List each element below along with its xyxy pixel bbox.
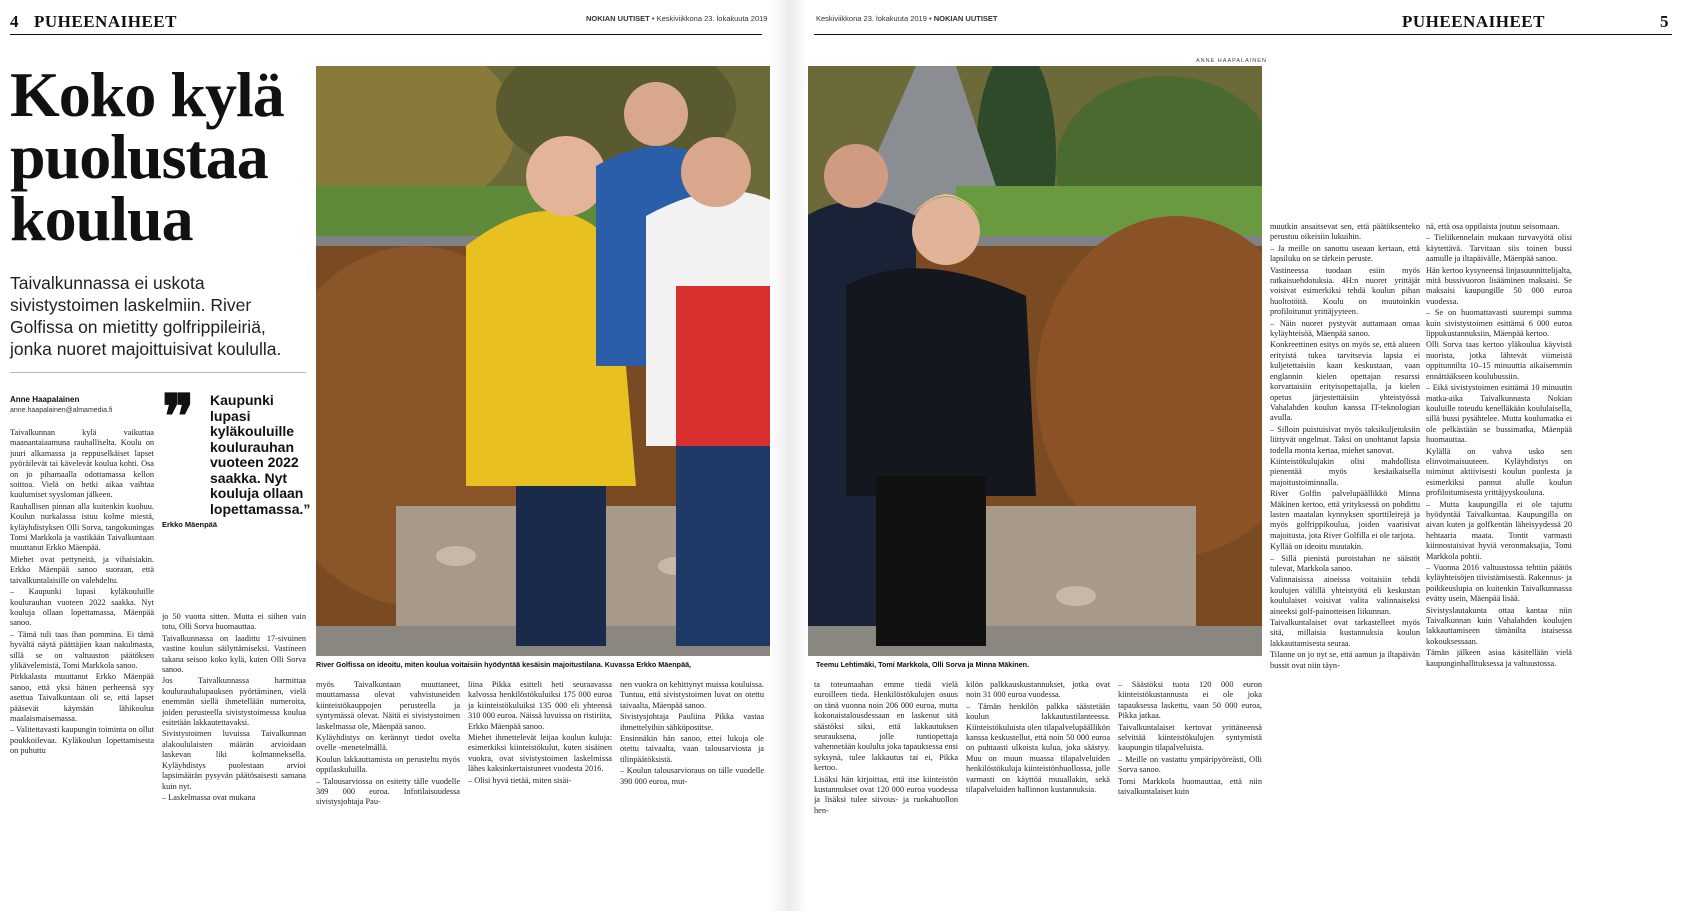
paragraph: Miehet ihmettelevät leijaa koulun kuluja: esimerkiksi kiinteistökulut, kuten sisäinen vuokra, ovat sivistystoimen laskelmissa lähes kaksinkertaistuneet vuodesta 2016. bbox=[468, 733, 612, 774]
text-column-8 bbox=[1118, 680, 1262, 848]
text-column-7 bbox=[966, 680, 1110, 848]
paragraph: Sivistyslautakunta ottaa kantaa niin Taivalkunnan kuin Vahalahden koulujen lakkauttamiseen tämänilta istaisessa kokouksessaan. bbox=[1426, 605, 1572, 646]
paragraph: Kylällä on vahva usko sen elinvoimaisuuteen. Kyläyhdistys on toiminut aktiivisesti koulun puolesta ja esimerkiksi pannut alulle koulun profiloitumisesta yrittäjyyskouluna. bbox=[1426, 446, 1572, 498]
quote-mark-icon: ❞ bbox=[162, 384, 195, 450]
left-page-number: 4 bbox=[10, 12, 19, 31]
paragraph: Valinnaisissa aineissa voitaisiin tehdä koulujen välillä yhteistyötä eli keskustan koululaiset voisivat valita valinnaiseksi aineeksi golf-painotteisen liikunnan. bbox=[1270, 575, 1420, 616]
paragraph: – Näin nuoret pystyvät auttamaan omaa kyläyhteisöä, Mäenpää sanoo. bbox=[1270, 318, 1420, 339]
headline-line-1: Koko kylä bbox=[10, 59, 284, 130]
right-date: Keskiviikkona 23. lokakuuta 2019 bbox=[816, 14, 927, 23]
left-paper-date: NOKIAN UUTISET • Keskiviikkona 23. lokakuuta 2019 bbox=[586, 14, 768, 23]
author-email: anne.haapalainen@almamedia.fi bbox=[10, 407, 113, 414]
paragraph: River Golfin palvelupäällikkö Minna Mäkinen kertoo, että yrityksessä on pohdittu lasten maatalan kynnyksen sporttileirejä ja myös golfrippikoulua, joiden vaarisivat majoitusta, jota River Golfilla ei ole tarjota. bbox=[1270, 489, 1420, 540]
text-column-9 bbox=[1270, 222, 1420, 848]
paragraph: muutkin ansaitsevat sen, että päätöksenteko perustuu oikeisiin lukuihin. bbox=[1270, 222, 1420, 242]
pull-quote-author: Erkko Mäenpää bbox=[162, 520, 218, 529]
page-gutter bbox=[770, 0, 808, 911]
header-rule-left bbox=[10, 34, 762, 35]
paragraph: Taivalkuntalaiset kertovat yrittäneensä selvittää kiinteistökulujen syntymistä kaupungin tilapalveluista. bbox=[1118, 722, 1262, 753]
lead-divider bbox=[10, 372, 306, 373]
paragraph: Tomi Markkola huomauttaa, että niin taivalkuntalaiset kuin bbox=[1118, 776, 1262, 797]
text-column-6 bbox=[814, 680, 958, 848]
paragraph: Taivalkunnan kylä vaikuttaa maanantaiaamuna rauhalliselta. Koulu on juuri alkamassa ja reppuselkäiset lapset pyöräilevät tai kävelevät koulua kohti. Osa on jo pihamaalla odottamassa kellon soittoa. Vielä on hetki aikaa vaihtaa kuulumiset syysloman jälkeen. bbox=[10, 428, 154, 500]
paragraph: Lisäksi hän kirjoittaa, että itse kiinteistön kustannukset ovat 120 000 euroa vuodessa ja lisäksi tulee siivous- ja ruokahuollon hen- bbox=[814, 774, 958, 815]
left-section-title: PUHEENAIHEET bbox=[34, 12, 177, 31]
photo-caption-right: Teemu Lehtimäki, Tomi Markkola, Olli Sorva ja Minna Mäkinen. bbox=[816, 660, 1030, 669]
article-lead: Taivalkunnassa ei uskota sivistystoimen laskelmiin. River Golfissa on mietitty golfrippileiriä, jonka nuoret majoittuisivat koululla. bbox=[10, 273, 282, 359]
paragraph: – Tieliikennelain mukaan turvavyötä olisi käytettävä. Tarvitaan siis toinen bussi aamulle ja iltapäivälle, Mäenpää sanoo. bbox=[1426, 233, 1572, 264]
paragraph: – Vuonna 2016 valtuustossa tehtiin päätös kyläyhteisöjen tiivistämisestä. Rakennus- ja poikkeuslupia on kuitenkin Taivalkunnassa evätty usein, Mäenpää lisää. bbox=[1426, 563, 1572, 604]
paragraph: Kyläyhdistys on kerännyt tiedot ovelta ovelle -menetelmällä. bbox=[316, 733, 460, 753]
text-column-4 bbox=[468, 680, 612, 848]
paragraph: Ensinnäkin hän sanoo, ettei lukuja ole otettu taivaalta, vaan talousarviosta ja tilinpäätöksistä. bbox=[620, 734, 764, 764]
paragraph: Sivistysjohtaja Pauliina Pikka vastaa ihmettelyihin sähköpostitse. bbox=[620, 712, 764, 732]
paragraph: Tilanne on jo nyt se, että aamun ja iltapäivän bussit ovat niin täyn- bbox=[1270, 650, 1420, 670]
paragraph: nä, että osa oppilaista joutuu seisomaan. bbox=[1426, 222, 1560, 231]
paragraph: Kyllää on ideoitu muutakin. bbox=[1270, 542, 1364, 552]
author-name: Anne Haapalainen bbox=[10, 395, 80, 404]
text-column-1 bbox=[10, 428, 154, 848]
photo-credit: ANNE HAAPALAINEN bbox=[1196, 58, 1267, 64]
paragraph: – Sillä pienistä puroistahan ne säästöt tulevat, Markkola sanoo. bbox=[1270, 553, 1420, 573]
paragraph: myös Taivalkuntaan muuttaneet, muuttamassa olevat vahvistuneiden kiinteistökauppojen perusteella ja syntymässä olevat. Näitä ei sivistystoimen laskelmassa ole, Mäenpää sanoo. bbox=[316, 680, 460, 731]
right-page-number: 5 bbox=[1660, 12, 1669, 31]
headline-line-3: koulua bbox=[10, 183, 193, 254]
paragraph: – Laskelmassa ovat mukana bbox=[162, 792, 256, 802]
paragraph: Hän kertoo kysyneensä linjasuunnittelijalta, mitä bussivuoron lisääminen maksaisi. Se maksaisi kaupungille 50 000 euroa vuodessa. bbox=[1426, 265, 1572, 306]
left-date: Keskiviikkona 23. lokakuuta 2019 bbox=[656, 14, 768, 23]
paragraph: – Talousarviossa on esitetty tälle vuodelle 389 000 euroa. Infotilaisuudessa sivistysjohtaja Pau- bbox=[316, 776, 460, 807]
text-column-2 bbox=[162, 612, 306, 848]
text-column-5 bbox=[620, 680, 764, 848]
paragraph: – Tämän henkilön palkka säästetään koulun lakkautustilanteessa. Kiinteistökuluista olen tilapalvelupäällikön kanssa keskustellut, että noin 50 000 euroa on puhtaasti ulkoista kuluа, joka säästyy. Muu on muun muassa tilapalveluiden henkilöstökuluja kiinteistönhuollossa, jolle varmasti on käyttöä muuallakin, sekä tilapalveluiden hallinnon kustannuksia. bbox=[966, 701, 1110, 795]
paragraph: – Se on huomattavasti suurempi summa kuin sivistystoimen esittämä 6 000 euroa lippukustannuksiin, Mäenpää kertoo. bbox=[1426, 308, 1572, 339]
paragraph: jo 50 vuotta sitten. Mutta ei siihen vain totu, Olli Sorva huomauttaa. bbox=[162, 612, 306, 632]
paragraph: – Koulun talousarvioraus on tälle vuodelle 390 000 euroa, mut- bbox=[620, 766, 764, 786]
paragraph: kilön palkkauskustannukset, jotka ovat noin 31 000 euroa vuodessa. bbox=[966, 680, 1110, 700]
left-paper-name: NOKIAN UUTISET bbox=[586, 14, 650, 23]
photo-caption-left: River Golfissa on ideoitu, miten koulua voitaisiin hyödyntää kesäisin majoitustilana. Kuvassa Erkko Mäenpää, bbox=[316, 660, 692, 669]
paragraph: liina Pikka esitteli heti seuraavassa kalvossa henkilöstökuluiksi 175 000 euroa ja kiinteistökuluiksi 135 000 eli yhteensä 310 000 euroa. Näissä luvuissa on ristiriita, Erkko Mäenpää sanoo. bbox=[468, 680, 612, 731]
paragraph: – Mutta kaupungilla ei ole tajuttu hyödyntää Taivalkuntaa. Kaupungilla on aivan kuten ja golfkentän läheisyydessä 20 hehtaaria maata. Tontit varmasti kiinnostaisivat hyviä veronmaksajia, Tomi Markkola pohtii. bbox=[1426, 499, 1572, 561]
paragraph: – Valitettavasti kaupungin toiminta on ollut poukkoilevaa. Kyläkoulun lopettamisesta on puhuttu bbox=[10, 725, 154, 756]
article-headline bbox=[10, 59, 310, 254]
right-section-title: PUHEENAIHEET bbox=[1402, 12, 1545, 31]
pull-quote: Kaupunki lupasi kyläkouluille koulurauhan vuoteen 2022 saakka. Nyt kouluja ollaan lopettamassa.” bbox=[210, 392, 311, 517]
paragraph: Vastineessa tuodaan esiin myös ratkaisuehdotuksia. 4H:n nuoret yrittäjät voisivat esimerkiksi tehdä koulun pihan huoltotöitä. Koulu on muutoinkin profiloitunut yrittäjyyteen. bbox=[1270, 265, 1420, 317]
paragraph: – Silloin puistuisivat myös taksikuljetuksiin liittyvät ongelmat. Taksi on unohtanut lapsia todella monta kertaa, miehet sanovat. bbox=[1270, 424, 1420, 455]
paragraph: Taivalkunnassa on laadittu 17-sivuinen vastine koulun säilyttämiseksi. Vastineen takana seisoo koko kylä, kuten Olli Sorva sanoo. bbox=[162, 633, 306, 675]
paragraph: Tämän jälkeen asiaa käsitellään vielä kaupunginhallituksessa ja valtuustossa. bbox=[1426, 648, 1572, 668]
right-paper-name: NOKIAN UUTISET bbox=[933, 14, 998, 23]
paragraph: – Säästöksi tuota 120 000 euron kiinteistökustannusta ei ole joka tapauksessa laskettu, vaan 50 000 euroa, Pikka jatkaa. bbox=[1118, 680, 1262, 721]
text-column-3 bbox=[316, 680, 460, 848]
paragraph: – Olisi hyvä tietää, miten sisäi- bbox=[468, 775, 572, 785]
right-paper-date: Keskiviikkona 23. lokakuuta 2019 • NOKIAN UUTISET bbox=[816, 14, 998, 23]
paragraph: Kiinteistökulujakin olisi mahdollista pienentää myös kesäaikaisella majoitustoiminnalla. bbox=[1270, 456, 1420, 487]
paragraph: – Eikä sivistystoimen esittämä 10 minuutin matka-aika Taivalkunnasta Nokian kouluille toteudu kenelläkään koululaisella, sillä bussi pysähtelee. Mutta koulumatka ei ole pelkästään se bussimatka, Mäenpää huomauttaa. bbox=[1426, 383, 1572, 445]
header-rule-right bbox=[814, 34, 1672, 35]
paragraph: – Meille on vastattu ympäripyöreästi, Olli Sorva sanoo. bbox=[1118, 754, 1262, 775]
paragraph: Taivalkuntalaiset ovat tarkastelleet myös sitä, millaisia kustannuksia koulun lakkauttamisesta seuraa. bbox=[1270, 618, 1420, 648]
paragraph: – Ja meille on sanottu useaan kertaan, että lapsiluku on se tärkein peruste. bbox=[1270, 243, 1420, 264]
paragraph: Sivistystoimen luvuissa Taivalkunnan alakoululaisten määrän arvioidaan laskevan liki kolmanneksella. Kyläyhdistys puolestaan arvioi lapsimäärän pysyvän päätösaisesti samana kuin nyt. bbox=[162, 729, 306, 791]
paragraph: Pirkkalasta muuttanut Erkko Mäenpää sanoo, että yksi hänen perheensä syy asettua Taivalkuntaan oli se, että lapset pääsevät käymään lähikoulua maalaismaisemassa. bbox=[10, 672, 154, 723]
paragraph: – Tämä tuli taas ihan pommina. Ei tämä hyvältä näytä päättäjien kaan nakulmasta, sillä se on valtuuston päätöksen ylikävelemistä, Tomi Markkola sanoo. bbox=[10, 629, 154, 670]
paragraph: Konkreettinen esitys on myös se, että alueen erityistä tukea tarvitsevia lapsia ei kuljetettaisiin kaan keskustaan, vaan englannin kielen opettajan resurssi korvattaisiin erityisopettajalla, ja kielen opetus järjestettäisiin yhteistyössä Vahalahden koulun kanssa IT-teknologian avulla. bbox=[1270, 340, 1420, 423]
text-column-10 bbox=[1426, 222, 1572, 848]
paragraph: Miehet ovat pettyneitä, ja vihaisiakin. Erkko Mäenpää sanoo suoraan, että taivalkuntalaisille on valehdeltu. bbox=[10, 554, 154, 585]
paragraph: Rauhallisen pinnan alla kuitenkin kuohuu. Koulun nurkalassa istuu kolme miestä, kyläyhdistyksen Olli Sorva, tangokuningas Tomi Markkola ja vastikään Taivalkuntaan muuttanut Erkko Mäenpää. bbox=[10, 501, 154, 553]
paragraph: Koulun lakkauttamista on perusteltu myös oppilaskuluilla. bbox=[316, 754, 460, 775]
paragraph: nen vuokra on kehittynyt muissa kouluissa. Tuntuu, että sivistystoimen luvat on otettu taivaalta, Mäenpää sanoo. bbox=[620, 680, 764, 710]
paragraph: Jos Taivalkunnassa harmittaa koulurauhalupauksen pyörtäminen, vielä enemmän siellä ihmetellään numeroita, joiden perusteella sivistystoimessa koulua esitetään lakkautettavaksi. bbox=[162, 676, 306, 728]
paragraph: Olli Sorva taas kertoo yläkoulua käyvistä nuorista, jotka lähtevät viimeistä oppitunnilta 10–15 minuuttia aikaisemmin ennättääkseen koulubussiin. bbox=[1426, 340, 1572, 381]
paragraph: – Kaupunki lupasi kyläkouluille koulurauhan vuoteen 2022 saakka. Nyt kouluja ollaan lopettamassa, Mäenpää sanoo. bbox=[10, 587, 154, 628]
paragraph: ta toteumaahan emme tiedä vielä euroilleen tieda. Henkilöstökulujen osuus on tänä vuonna noin 206 000 euroa, mutta kokonaistalousdessaan en laskenut sitä säästöksi siksi, että lakkautuksen seurauksena, jolle tuntiopettaja vahennetään koululta joka tapauksessa ensi syksynä, tulee lakkautus tai ei, Pikka kertoo. bbox=[814, 680, 958, 773]
headline-line-2: puolustaa bbox=[10, 121, 268, 192]
